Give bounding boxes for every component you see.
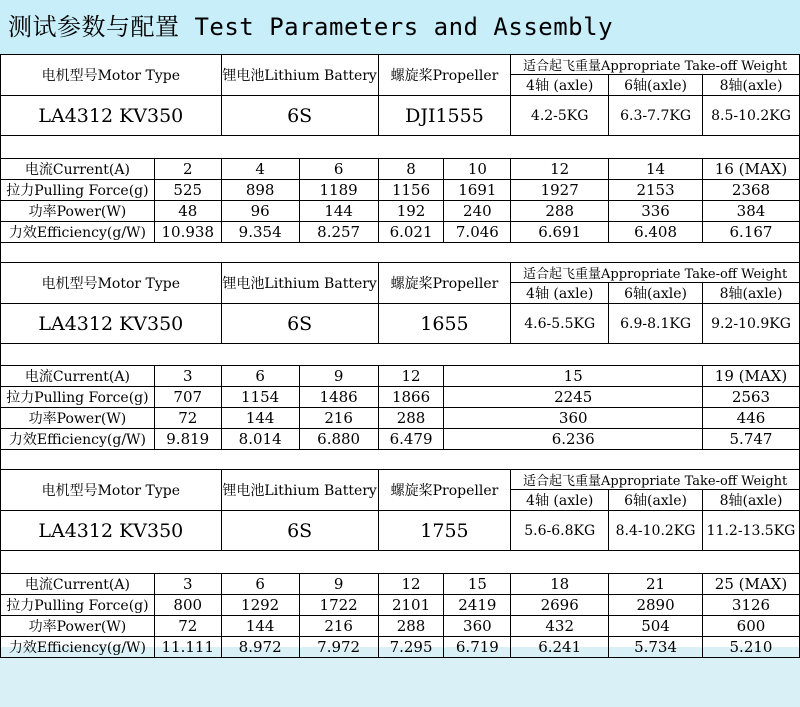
data-cell: 1691 (444, 180, 511, 201)
data-cell: 432 (511, 616, 609, 637)
parameter-sheet (0, 54, 800, 656)
data-cell: 1866 (378, 387, 444, 408)
propeller-header: 螺旋桨Propeller (378, 470, 511, 511)
section-spacer (1, 243, 800, 263)
data-cell: 288 (511, 201, 609, 222)
data-cell: 72 (154, 408, 221, 429)
data-cell: 6.479 (378, 429, 444, 450)
parameter-table (0, 54, 800, 658)
data-cell: 7.972 (299, 637, 378, 658)
section-spacer (1, 136, 800, 159)
data-cell: 2368 (703, 180, 800, 201)
section-spacer (1, 450, 800, 470)
data-cell: 8.014 (221, 429, 299, 450)
data-cell: 3126 (703, 595, 800, 616)
data-cell: 6.691 (511, 222, 609, 243)
data-cell: 6.236 (444, 429, 703, 450)
data-cell: 504 (609, 616, 703, 637)
data-cell: 3 (154, 366, 221, 387)
data-cell: 18 (511, 574, 609, 595)
propeller-value: DJI1555 (378, 96, 511, 136)
data-cell: 360 (444, 408, 703, 429)
data-cell: 8.257 (299, 222, 378, 243)
motor-model: LA4312 KV350 (1, 96, 222, 136)
pulling-force-label: 拉力Pulling Force(g) (1, 595, 155, 616)
data-cell: 288 (378, 616, 444, 637)
axle6-header: 6轴(axle) (609, 75, 703, 96)
axle8-header: 8轴(axle) (703, 75, 800, 96)
battery-header: 锂电池Lithium Battery (221, 55, 378, 96)
current-label: 电流Current(A) (1, 574, 155, 595)
data-cell: 14 (609, 159, 703, 180)
data-cell: 144 (221, 408, 299, 429)
weight-8-axle: 11.2-13.5KG (703, 511, 800, 551)
data-cell: 707 (154, 387, 221, 408)
data-cell: 216 (299, 616, 378, 637)
data-cell: 240 (444, 201, 511, 222)
data-cell: 2419 (444, 595, 511, 616)
data-cell: 1927 (511, 180, 609, 201)
data-cell: 2153 (609, 180, 703, 201)
motor-type-header: 电机型号Motor Type (1, 55, 222, 96)
data-cell: 8 (378, 159, 444, 180)
battery-value: 6S (221, 304, 378, 344)
data-cell: 6.719 (444, 637, 511, 658)
axle4-header: 4轴 (axle) (511, 75, 609, 96)
data-cell: 600 (703, 616, 800, 637)
data-cell: 800 (154, 595, 221, 616)
axle6-header: 6轴(axle) (609, 490, 703, 511)
data-cell: 15 (444, 574, 511, 595)
data-cell: 5.210 (703, 637, 800, 658)
propeller-header: 螺旋桨Propeller (378, 55, 511, 96)
data-cell: 7.295 (378, 637, 444, 658)
data-cell: 144 (299, 201, 378, 222)
motor-type-header: 电机型号Motor Type (1, 470, 222, 511)
motor-type-header: 电机型号Motor Type (1, 263, 222, 304)
data-cell: 1189 (299, 180, 378, 201)
weight-4-axle: 4.2-5KG (511, 96, 609, 136)
data-cell: 1156 (378, 180, 444, 201)
weight-6-axle: 8.4-10.2KG (609, 511, 703, 551)
data-cell: 9.354 (221, 222, 299, 243)
axle4-header: 4轴 (axle) (511, 283, 609, 304)
weight-4-axle: 4.6-5.5KG (511, 304, 609, 344)
data-cell: 6.880 (299, 429, 378, 450)
data-cell: 5.734 (609, 637, 703, 658)
data-cell: 21 (609, 574, 703, 595)
takeoff-weight-header: 适合起飞重量Appropriate Take-off Weight (511, 55, 800, 75)
data-cell: 10.938 (154, 222, 221, 243)
data-cell: 6.167 (703, 222, 800, 243)
data-cell: 4 (221, 159, 299, 180)
data-cell: 9.819 (154, 429, 221, 450)
data-cell: 1722 (299, 595, 378, 616)
data-cell: 6 (299, 159, 378, 180)
data-cell: 6 (221, 574, 299, 595)
data-cell: 48 (154, 201, 221, 222)
data-cell: 898 (221, 180, 299, 201)
data-cell: 384 (703, 201, 800, 222)
battery-header: 锂电池Lithium Battery (221, 263, 378, 304)
data-cell: 15 (444, 366, 703, 387)
data-cell: 6.241 (511, 637, 609, 658)
data-cell: 9 (299, 574, 378, 595)
data-cell: 3 (154, 574, 221, 595)
data-cell: 2 (154, 159, 221, 180)
data-cell: 2245 (444, 387, 703, 408)
data-cell: 12 (378, 574, 444, 595)
weight-4-axle: 5.6-6.8KG (511, 511, 609, 551)
data-cell: 525 (154, 180, 221, 201)
power-label: 功率Power(W) (1, 616, 155, 637)
data-cell: 6 (221, 366, 299, 387)
axle6-header: 6轴(axle) (609, 283, 703, 304)
propeller-value: 1655 (378, 304, 511, 344)
weight-6-axle: 6.9-8.1KG (609, 304, 703, 344)
data-cell: 1154 (221, 387, 299, 408)
data-cell: 216 (299, 408, 378, 429)
propeller-header: 螺旋桨Propeller (378, 263, 511, 304)
pulling-force-label: 拉力Pulling Force(g) (1, 387, 155, 408)
data-cell: 5.747 (703, 429, 800, 450)
weight-8-axle: 9.2-10.9KG (703, 304, 800, 344)
axle4-header: 4轴 (axle) (511, 490, 609, 511)
data-cell: 96 (221, 201, 299, 222)
data-cell: 192 (378, 201, 444, 222)
data-cell: 19 (MAX) (703, 366, 800, 387)
battery-value: 6S (221, 511, 378, 551)
data-cell: 25 (MAX) (703, 574, 800, 595)
data-cell: 144 (221, 616, 299, 637)
data-cell: 360 (444, 616, 511, 637)
battery-value: 6S (221, 96, 378, 136)
data-cell: 7.046 (444, 222, 511, 243)
data-cell: 12 (511, 159, 609, 180)
battery-header: 锂电池Lithium Battery (221, 470, 378, 511)
data-cell: 336 (609, 201, 703, 222)
power-label: 功率Power(W) (1, 408, 155, 429)
data-cell: 9 (299, 366, 378, 387)
power-label: 功率Power(W) (1, 201, 155, 222)
axle8-header: 8轴(axle) (703, 490, 800, 511)
weight-8-axle: 8.5-10.2KG (703, 96, 800, 136)
current-label: 电流Current(A) (1, 159, 155, 180)
data-cell: 2563 (703, 387, 800, 408)
data-cell: 16 (MAX) (703, 159, 800, 180)
motor-model: LA4312 KV350 (1, 511, 222, 551)
data-cell: 1486 (299, 387, 378, 408)
data-cell: 10 (444, 159, 511, 180)
takeoff-weight-header: 适合起飞重量Appropriate Take-off Weight (511, 470, 800, 490)
data-cell: 2101 (378, 595, 444, 616)
current-label: 电流Current(A) (1, 366, 155, 387)
data-cell: 6.021 (378, 222, 444, 243)
data-cell: 2890 (609, 595, 703, 616)
efficiency-label: 力效Efficiency(g/W) (1, 222, 155, 243)
motor-model: LA4312 KV350 (1, 304, 222, 344)
data-cell: 2696 (511, 595, 609, 616)
data-cell: 72 (154, 616, 221, 637)
data-cell: 288 (378, 408, 444, 429)
section-spacer (1, 551, 800, 574)
efficiency-label: 力效Efficiency(g/W) (1, 637, 155, 658)
page-title: 测试参数与配置 Test Parameters and Assembly (0, 0, 800, 54)
pulling-force-label: 拉力Pulling Force(g) (1, 180, 155, 201)
data-cell: 6.408 (609, 222, 703, 243)
efficiency-label: 力效Efficiency(g/W) (1, 429, 155, 450)
section-spacer (1, 344, 800, 366)
propeller-value: 1755 (378, 511, 511, 551)
data-cell: 11.111 (154, 637, 221, 658)
data-cell: 1292 (221, 595, 299, 616)
data-cell: 8.972 (221, 637, 299, 658)
takeoff-weight-header: 适合起飞重量Appropriate Take-off Weight (511, 263, 800, 283)
data-cell: 446 (703, 408, 800, 429)
axle8-header: 8轴(axle) (703, 283, 800, 304)
data-cell: 12 (378, 366, 444, 387)
weight-6-axle: 6.3-7.7KG (609, 96, 703, 136)
